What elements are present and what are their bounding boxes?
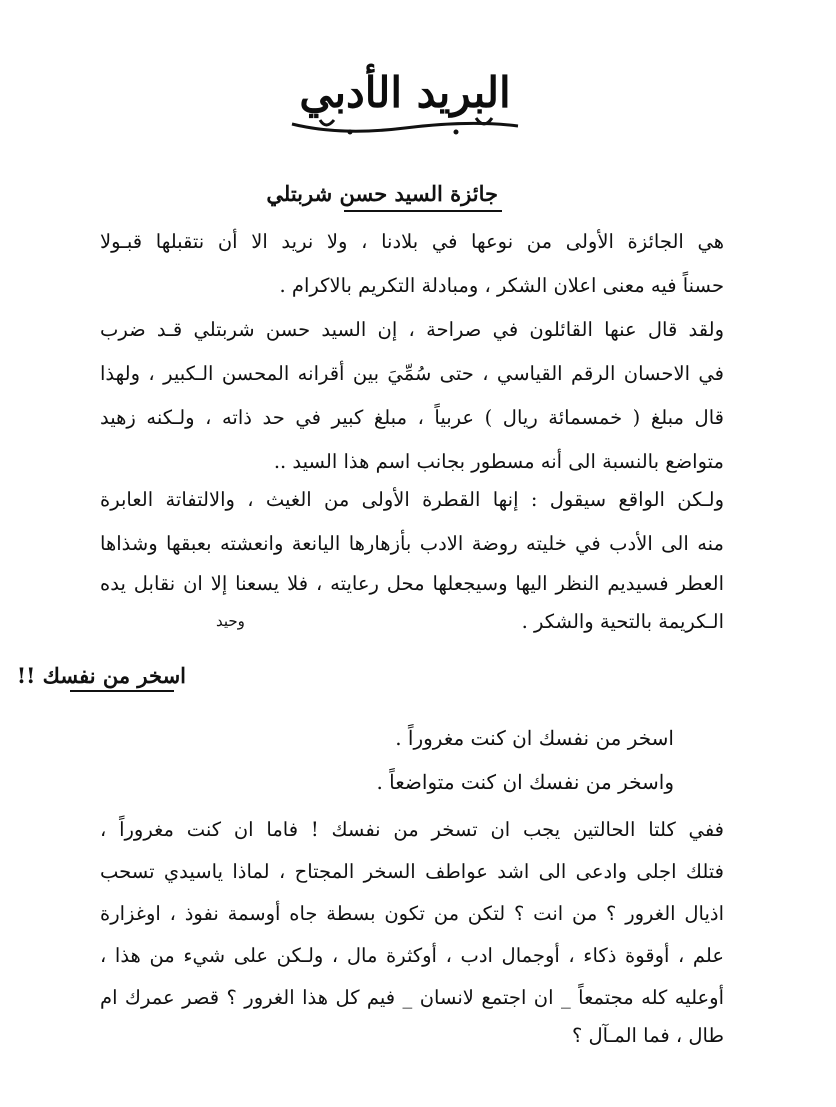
section-2-line-6: طال ، فما المـآل ؟ bbox=[571, 1024, 724, 1047]
section-1-line-1: هي الجائزة الأولى من نوعها في بلادنا ، ولا نريد الا أن نتقبلها قبـولا bbox=[100, 230, 724, 253]
section-1-line-9: العطر فسيديم النظر اليها وسيجعلها محل رعايته ، فلا يسعنا إلا ان نقابل يده bbox=[100, 572, 724, 595]
section-1-line-6: متواضع بالنسبة الى أنه مسطور بجانب اسم هذا السيد .. bbox=[273, 450, 724, 473]
section-1-line-7: ولـكن الواقع سيقول : إنها القطرة الأولى من الغيث ، والالتفاتة العابرة bbox=[100, 488, 724, 511]
section-1-line-10: الـكريمة بالتحية والشكر . bbox=[521, 610, 724, 633]
masthead-calligraphy bbox=[280, 62, 530, 140]
section-1-line-5: قال مبلغ ( خمسمائة ريال ) عربياً ، مبلغ كبير في حد ذاته ، ولـكنه زهيد bbox=[100, 406, 724, 429]
section-2-heading-underline bbox=[70, 690, 174, 692]
section-2-line-5: أوعليه كله مجتمعاً _ ان اجتمع لانسان _ فيم كل هذا الغرور ؟ قصر عمرك ام bbox=[100, 986, 724, 1009]
section-2-line-4: علم ، أوقوة ذكاء ، أوجمال ادب ، أوكثرة مال ، ولـكن على شيء من هذا ، bbox=[100, 944, 724, 967]
section-2-line-3: اذيال الغرور ؟ من انت ؟ لتكن من تكون بسطة جاه أوسمة نفوذ ، اوغزارة bbox=[100, 902, 724, 925]
section-2-line-2: فتلك اجلى وادعى الى اشد عواطف السخر المجتاح ، لماذا ياسيدي تسحب bbox=[100, 860, 724, 883]
masthead-title: البريد الأدبي bbox=[299, 68, 511, 117]
section-1-heading: جائزة السيد حسن شربتلي bbox=[266, 181, 498, 206]
section-1-line-8: منه الى الأدب في خليته روضة الادب بأزهارها اليانعة وانعشته بعبقها وشذاها bbox=[100, 532, 724, 555]
section-2-heading: اسخر من نفسك !! bbox=[16, 663, 186, 688]
section-1-line-3: ولقد قال عنها القائلون في صراحة ، إن السيد حسن شربتلي قـد ضرب bbox=[100, 318, 724, 341]
section-1-line-4: في الاحسان الرقم القياسي ، حتى سُمِّيَ بين أقرانه المحسن الـكبير ، ولهذا bbox=[100, 362, 724, 385]
section-1-line-2: حسناً فيه معنى اعلان الشكر ، ومبادلة التكريم بالاكرام . bbox=[279, 274, 724, 297]
section-2-verse-1: اسخر من نفسك ان كنت مغروراً . bbox=[395, 726, 674, 750]
section-1-heading-underline bbox=[344, 210, 502, 212]
section-2-verse-2: واسخر من نفسك ان كنت متواضعاً . bbox=[376, 770, 674, 794]
section-2-line-1: ففي كلتا الحالتين يجب ان تسخر من نفسك ! فاما ان كنت مغروراً ، bbox=[100, 818, 724, 841]
author-signature: وحيد bbox=[216, 612, 245, 630]
